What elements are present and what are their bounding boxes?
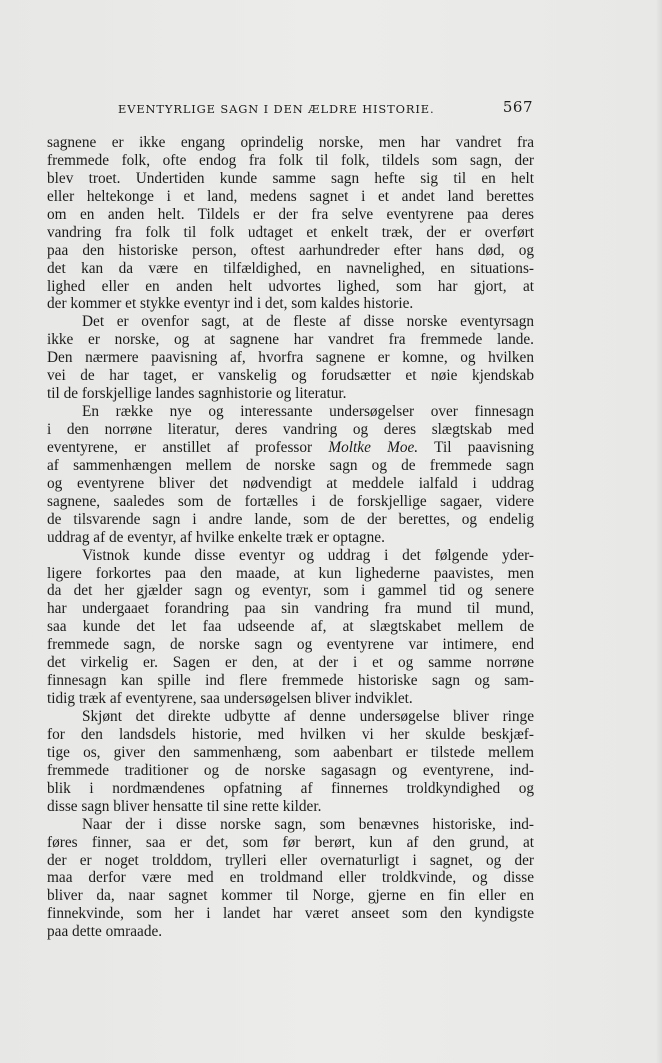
- text-line: blik i nordmændenes opfatning af finnernes troldkyndighed og: [47, 779, 534, 797]
- text-line: Den nærmere paavisning af, hvorfra sagnene er komne, og hvilken: [47, 349, 534, 367]
- text-line: føres finner, saa er det, som før berørt, kun af den grund, at: [47, 833, 534, 851]
- page-edge-shadow: [656, 0, 662, 1063]
- text-line: det kan da være en tilfældighed, en navnelighed, en situations-: [47, 259, 534, 277]
- text-line: fremmede folk, ofte endog fra folk til folk, tildels som sagn, der: [47, 151, 534, 169]
- text-line: og eventyrene bliver det nødvendigt at meddele ialfald i uddrag: [47, 474, 534, 492]
- text-line: Det er ovenfor sagt, at de fleste af disse norske eventyrsagn: [82, 313, 534, 331]
- text-line: paa dette omraade.: [47, 923, 163, 941]
- text-line: uddrag af de eventyr, af hvilke enkelte træk er optagne.: [47, 528, 385, 546]
- text-line: sagnene er ikke engang oprindelig norske, men har vandret fra: [47, 134, 534, 151]
- text-line: ikke er norske, og at sagnene har vandret fra fremmede lande.: [47, 331, 534, 349]
- text-line: Vistnok kunde disse eventyr og uddrag i det følgende yder-: [82, 546, 534, 564]
- text-line: paa den historiske person, oftest aarhundreder efter hans død, og: [47, 241, 534, 259]
- text-segment: eventyrene, er anstillet af professor: [47, 438, 329, 456]
- text-line: finnesagn kan spille ind flere fremmede historiske sagn og sam-: [47, 672, 534, 690]
- text-line: saa kunde det let faa udseende af, at slægtskabet mellem de: [47, 618, 534, 636]
- text-line: eller heltekonge i et land, medens sagnet i et andet land berettes: [47, 187, 534, 205]
- text-line: bliver da, naar sagnet kommer til Norge, gjerne en fin eller en: [47, 887, 534, 905]
- text-line: Skjønt det direkte udbytte af denne undersøgelse bliver ringe: [82, 708, 534, 725]
- body-text: [47, 134, 534, 941]
- text-line: af sammenhængen mellem de norske sagn og de fremmede sagn: [47, 456, 534, 474]
- running-head-title: EVENTYRLIGE SAGN I DEN ÆLDRE HISTORIE.: [118, 102, 435, 116]
- running-head: [118, 98, 533, 120]
- text-line: maa derfor være med en troldmand eller troldkvinde, og disse: [47, 869, 534, 887]
- text-line: der er noget trolddom, trylleri eller overnaturligt i sagnet, og der: [47, 851, 534, 869]
- text-line: har undergaaet forandring paa sin vandring fra mund til mund,: [47, 600, 534, 618]
- text-line: om en anden helt. Tildels er der fra selve eventyrene paa deres: [47, 205, 534, 223]
- text-line: finnekvinde, som her i landet har været anseet som den kyndigste: [47, 905, 534, 923]
- text-line: En række nye og interessante undersøgelser over finnesagn: [82, 403, 534, 421]
- text-line: vandring fra folk til folk udtaget et enkelt træk, der er overført: [47, 223, 534, 241]
- text-line: fremmede traditioner og de norske sagasagn og eventyrene, ind-: [47, 761, 534, 779]
- text-line: da det her gjælder sagn og eventyr, som i gammel tid og senere: [47, 582, 534, 600]
- text-line: der kommer et stykke eventyr ind i det, som kaldes historie.: [47, 295, 414, 313]
- text-line: vei de har taget, er vanskelig og forudsætter et nøie kjendskab: [47, 367, 534, 385]
- text-segment: Til paavisning: [418, 438, 534, 456]
- text-line: det virkelig er. Sagen er den, at der i et og samme norrøne: [47, 654, 534, 672]
- emphasized-name: Moltke Moe.: [328, 438, 419, 456]
- text-line: for den landsdels historie, med hvilken vi her skulde beskjæf-: [47, 725, 534, 743]
- text-line: tige os, giver den sammenhæng, som aabenbart er tilstede mellem: [47, 743, 534, 761]
- text-line: sagnene, saaledes som de fortælles i de forskjellige sagaer, videre: [47, 492, 534, 510]
- text-line: de tilsvarende sagn i andre lande, som de der berettes, og endelig: [47, 510, 534, 528]
- page-number: 567: [502, 98, 533, 116]
- text-line: tidig træk af eventyrene, saa undersøgelsen bliver indviklet.: [47, 690, 413, 708]
- text-line: disse sagn bliver hensatte til sine rette kilder.: [47, 797, 322, 815]
- text-line: i den norrøne literatur, deres vandring og deres slægtskab med: [47, 421, 534, 438]
- text-line: Naar der i disse norske sagn, som benævnes historiske, ind-: [82, 815, 534, 833]
- text-line: til de forskjellige landes sagnhistorie og literatur.: [47, 385, 347, 403]
- text-line: [47, 439, 534, 457]
- text-line: ligere forkortes paa den maade, at kun lighederne paavistes, men: [47, 564, 534, 582]
- text-line: lighed eller en anden helt udvortes lighed, som har gjort, at: [47, 277, 534, 295]
- text-line: blev troet. Undertiden kunde samme sagn hefte sig til en helt: [47, 169, 534, 187]
- text-line: fremmede sagn, de norske sagn og eventyrene var intimere, end: [47, 636, 534, 654]
